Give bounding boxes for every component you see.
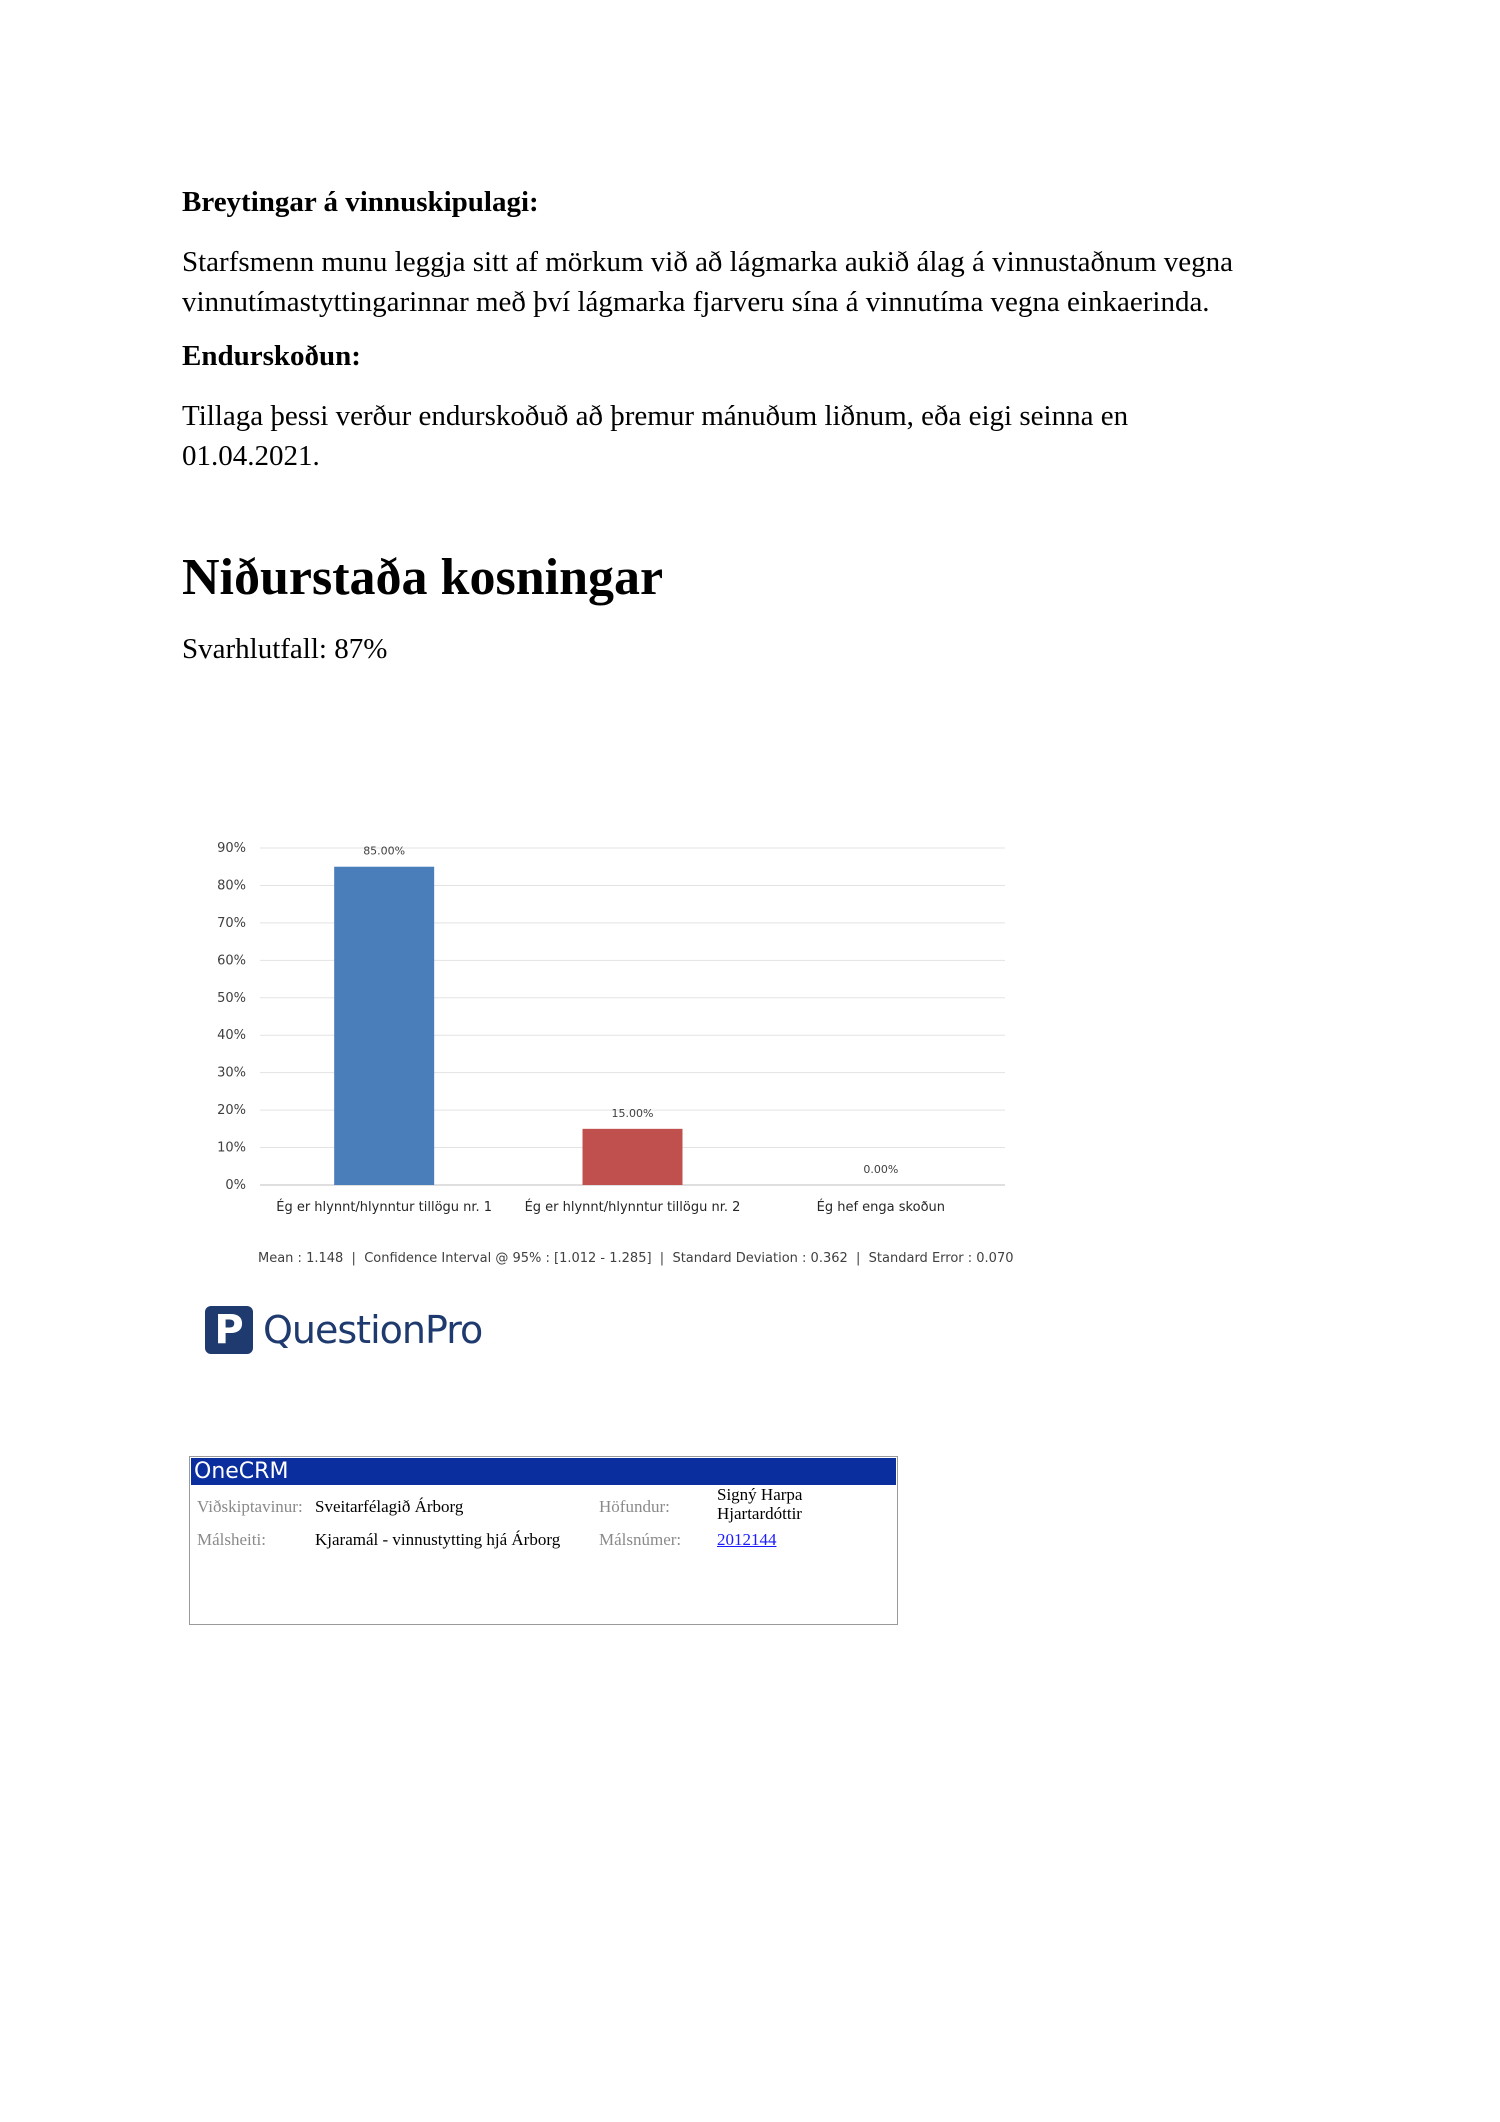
case-number-label: Málsnúmer:: [599, 1530, 682, 1549]
y-tick-label: 40%: [217, 1028, 246, 1044]
y-tick-label: 10%: [217, 1140, 246, 1156]
y-tick-label: 20%: [217, 1103, 246, 1119]
onecrm-title: OneCRM: [191, 1458, 896, 1485]
response-rate: Svarhlutfall: 87%: [182, 633, 388, 665]
section-heading-work-changes: Breytingar á vinnuskipulagi:: [182, 186, 539, 218]
y-tick-label: 90%: [217, 841, 246, 856]
case-title-value: Kjaramál - vinnustytting hjá Árborg: [315, 1530, 561, 1549]
y-tick-label: 30%: [217, 1065, 246, 1081]
customer-value: Sveitarfélagið Árborg: [315, 1497, 464, 1516]
questionpro-logo: [205, 1306, 482, 1354]
case-number-link[interactable]: 2012144: [717, 1530, 777, 1549]
author-label: Höfundur:: [599, 1497, 670, 1516]
y-tick-label: 60%: [217, 953, 246, 969]
bar: [583, 1129, 683, 1185]
chart-statistics: Mean : 1.148 | Confidence Interval @ 95% : [1.012 - 1.285] | Standard Deviation : 0.362 | Standard Error : 0.070: [258, 1251, 1014, 1266]
bar-value-label: 15.00%: [611, 1106, 654, 1120]
y-tick-label: 70%: [217, 915, 246, 931]
y-tick-label: 80%: [217, 878, 246, 894]
section-body-review: Tillaga þessi verður endurskoðuð að þremur mánuðum liðnum, eða eigi seinna en 01.04.2021.: [182, 400, 1129, 472]
questionpro-wordmark: QuestionPro: [263, 1308, 483, 1352]
y-tick-label: 0%: [225, 1178, 246, 1193]
section-body-work-changes: Starfsmenn munu leggja sitt af mörkum við að lágmarka aukið álag á vinnustaðnum vegna vinnutímastyttingarinnar með því lágmarka fjarveru sína á vinnutíma vegna einkaerinda.: [182, 246, 1233, 318]
x-tick-label: Ég hef enga skoðun: [816, 1200, 946, 1215]
case-title-label: Málsheiti:: [197, 1530, 266, 1549]
author-value-line2: Hjartardóttir: [717, 1504, 802, 1523]
section-heading-review: Endurskoðun:: [182, 340, 361, 372]
y-tick-label: 50%: [217, 990, 246, 1006]
x-tick-label: Ég er hlynnt/hlynntur tillögu nr. 1: [276, 1200, 493, 1215]
customer-label: Viðskiptavinur:: [197, 1497, 303, 1516]
results-bar-chart: [200, 820, 1020, 1230]
author-value-line1: Signý Harpa: [717, 1485, 803, 1504]
onecrm-box: [189, 1456, 898, 1625]
bar: [334, 867, 434, 1185]
questionpro-p-icon: P: [205, 1306, 253, 1354]
bar-value-label: 85.00%: [363, 844, 406, 858]
x-tick-label: Ég er hlynnt/hlynntur tillögu nr. 2: [524, 1200, 741, 1215]
results-title: Niðurstaða kosningar: [182, 549, 664, 606]
bar-value-label: 0.00%: [863, 1163, 899, 1176]
